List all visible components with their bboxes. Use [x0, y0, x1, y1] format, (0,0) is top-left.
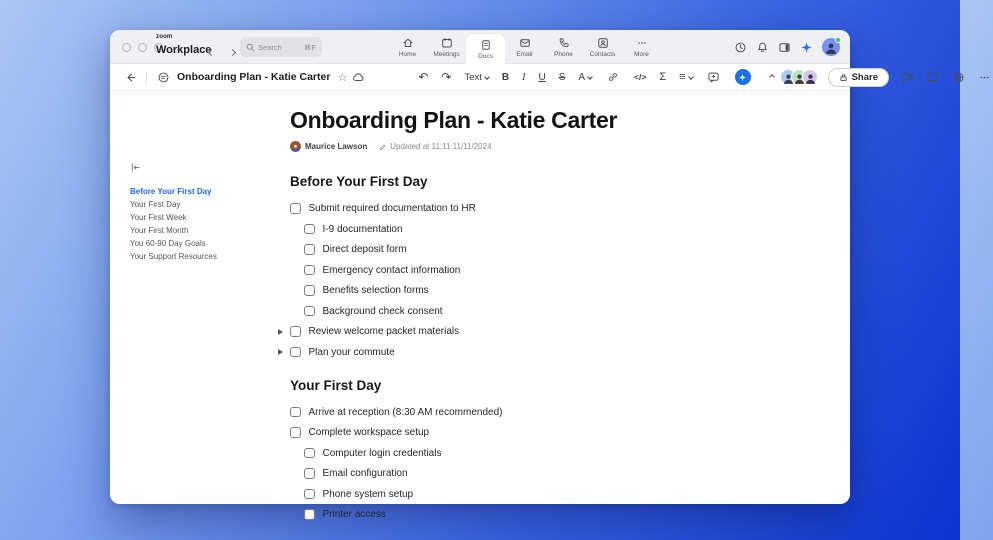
main-nav-tabs	[388, 30, 661, 64]
undo-icon[interactable]: ↶	[418, 70, 429, 84]
outline-item-support-resources[interactable]: Your Support Resources	[130, 252, 217, 261]
checklist-row	[304, 509, 750, 520]
checklist-label: Benefits selection forms	[322, 285, 429, 296]
italic-button[interactable]: I	[522, 71, 526, 83]
search-icon	[246, 43, 255, 52]
checklist-label: Computer login credentials	[322, 447, 442, 459]
brand-zoom-label: zoom	[156, 34, 173, 40]
nav-forward-icon[interactable]	[230, 42, 235, 60]
checklist-row	[304, 448, 750, 459]
person-icon	[291, 143, 300, 152]
outline-item-first-month[interactable]: Your First Month	[130, 226, 189, 235]
chevron-down-icon	[484, 74, 490, 80]
ai-companion-button[interactable]	[735, 69, 751, 85]
checkbox[interactable]	[290, 347, 301, 358]
back-arrow-icon[interactable]	[122, 69, 138, 85]
doc-page	[290, 107, 750, 530]
outline-item-first-week[interactable]: Your First Week	[130, 213, 187, 222]
code-button[interactable]: </>	[634, 72, 647, 82]
checkbox[interactable]	[304, 265, 315, 276]
strikethrough-button[interactable]: S	[558, 71, 566, 83]
video-camera-icon[interactable]	[899, 69, 915, 85]
checklist-row	[304, 244, 750, 255]
checklist-row	[304, 224, 750, 235]
app-logo	[156, 34, 211, 57]
checklist-row	[290, 203, 750, 214]
checkbox[interactable]	[304, 448, 315, 459]
doc-body	[290, 174, 750, 520]
checklist-label: Direct deposit form	[322, 244, 407, 255]
outline-panel	[130, 160, 260, 263]
history-icon[interactable]	[734, 41, 747, 54]
more-options-icon[interactable]	[977, 69, 993, 85]
checkbox[interactable]	[290, 326, 301, 337]
checklist-label: Review welcome packet materials	[308, 326, 460, 337]
add-comment-icon[interactable]	[706, 69, 722, 85]
checklist-row	[304, 468, 750, 479]
checklist-label: Background check consent	[322, 305, 443, 317]
home-icon	[402, 37, 414, 49]
email-icon	[519, 37, 531, 49]
outline-item-60-90-goals[interactable]: You 60-90 Day Goals	[130, 239, 206, 248]
recent-docs-icon[interactable]	[155, 69, 171, 85]
doc-section	[290, 174, 750, 358]
tab-home[interactable]: Home	[388, 30, 427, 64]
titlebar	[110, 30, 850, 64]
checkbox[interactable]	[290, 203, 301, 214]
divider	[146, 71, 147, 84]
page-title: Onboarding Plan - Katie Carter	[290, 107, 618, 133]
underline-button[interactable]: U	[538, 71, 546, 83]
edit-pencil-icon	[379, 143, 387, 151]
doc-toolbar	[110, 64, 878, 91]
section-heading: Before Your First Day	[290, 174, 428, 189]
search-input[interactable]	[240, 37, 322, 57]
checkbox[interactable]	[304, 509, 315, 520]
tab-meetings[interactable]: Meetings	[427, 30, 466, 64]
titlebar-right-cluster	[734, 30, 840, 64]
lock-icon	[839, 73, 848, 82]
checklist-label: I-9 documentation	[322, 223, 403, 235]
checkbox[interactable]	[304, 468, 315, 479]
section-heading: Your First Day	[290, 377, 382, 393]
text-style-dropdown[interactable]: Text	[464, 72, 488, 83]
docs-icon	[480, 39, 492, 51]
author-avatar	[290, 141, 301, 152]
font-color-dropdown[interactable]: A	[578, 72, 592, 83]
checkbox[interactable]	[304, 285, 315, 296]
globe-language-icon[interactable]	[951, 69, 967, 85]
search-shortcut: ⌘F	[303, 42, 316, 52]
tab-phone[interactable]: Phone	[544, 30, 583, 64]
checkbox[interactable]	[290, 427, 301, 438]
checklist-row	[304, 306, 750, 317]
sparkle-icon	[738, 73, 747, 82]
chat-bubble-icon[interactable]	[925, 69, 941, 85]
checklist-label: Phone system setup	[322, 488, 414, 500]
user-avatar[interactable]	[822, 38, 840, 56]
checklist-label: Printer access	[322, 509, 386, 520]
tab-email[interactable]: Email	[505, 30, 544, 64]
formatting-toolbar	[418, 69, 779, 85]
author-name: Maurice Lawson	[305, 142, 368, 151]
link-icon[interactable]	[605, 69, 621, 85]
chevron-down-icon	[688, 74, 694, 80]
checklist-label: Complete workspace setup	[308, 427, 430, 438]
checklist-row	[304, 285, 750, 296]
checkbox[interactable]	[290, 407, 301, 418]
presence-dot	[835, 37, 841, 43]
more-dots-icon	[636, 37, 648, 49]
bold-button[interactable]: B	[501, 71, 510, 83]
doc-title-breadcrumb: Onboarding Plan - Katie Carter	[177, 71, 331, 83]
collapse-triangle-icon[interactable]	[278, 329, 283, 335]
collaborator-avatar	[802, 69, 818, 85]
notifications-bell-icon[interactable]	[756, 41, 769, 54]
ai-companion-sparkle-icon[interactable]	[800, 41, 813, 54]
contacts-icon	[597, 37, 609, 49]
favorite-star-icon[interactable]: ☆	[337, 71, 348, 84]
outline-item-before-first-day[interactable]: Before Your First Day	[130, 187, 212, 196]
list-options-dropdown[interactable]: ≡	[679, 71, 692, 83]
collapse-outline-icon[interactable]	[130, 160, 260, 178]
checkbox[interactable]	[304, 244, 315, 255]
nav-back-icon[interactable]	[209, 42, 214, 60]
close-window-button[interactable]	[122, 43, 131, 52]
person-icon	[824, 41, 838, 55]
checklist-label: Arrive at reception (8:30 AM recommended)	[308, 406, 503, 418]
app-window	[110, 30, 878, 520]
checklist-row	[290, 326, 750, 337]
tab-contacts[interactable]: Contacts	[583, 30, 622, 64]
chevron-down-icon	[587, 74, 593, 80]
share-button[interactable]: Share	[828, 68, 889, 87]
minimize-window-button[interactable]	[138, 43, 147, 52]
cloud-saved-icon	[350, 69, 366, 85]
checklist-label: Submit required documentation to HR	[308, 203, 476, 214]
redo-icon[interactable]: ↷	[441, 70, 452, 84]
checklist-label: Plan your commute	[308, 346, 395, 358]
doc-byline	[290, 141, 750, 152]
calendar-icon	[441, 37, 453, 49]
search-placeholder: Search	[258, 42, 282, 52]
checkbox[interactable]	[304, 489, 315, 500]
checkbox[interactable]	[304, 306, 315, 317]
collapse-triangle-icon[interactable]	[278, 349, 283, 355]
checklist-row	[304, 489, 750, 500]
checklist-row	[290, 427, 750, 438]
tab-more[interactable]: More	[622, 30, 661, 64]
collaborator-avatars[interactable]	[780, 69, 818, 85]
side-panel-icon[interactable]	[778, 41, 791, 54]
updated-timestamp: Updated at 11:11 11/11/2024	[390, 142, 492, 151]
brand-workplace-label: Workplace	[156, 44, 212, 56]
outline-item-first-day[interactable]: Your First Day	[130, 200, 181, 209]
checklist-label: Email configuration	[322, 468, 408, 479]
doc-section	[290, 378, 750, 521]
doc-content	[110, 91, 850, 520]
checklist-label: Emergency contact information	[322, 264, 461, 276]
checklist-row	[304, 265, 750, 276]
formula-sigma-button[interactable]: Σ	[659, 71, 667, 83]
tab-docs[interactable]: Docs	[466, 34, 505, 64]
phone-icon	[558, 37, 570, 49]
toolbar-right-cluster	[780, 68, 993, 87]
checklist-row	[290, 407, 750, 418]
collapse-toolbar-icon[interactable]	[764, 69, 780, 85]
checkbox[interactable]	[304, 224, 315, 235]
checklist-row	[290, 347, 750, 358]
